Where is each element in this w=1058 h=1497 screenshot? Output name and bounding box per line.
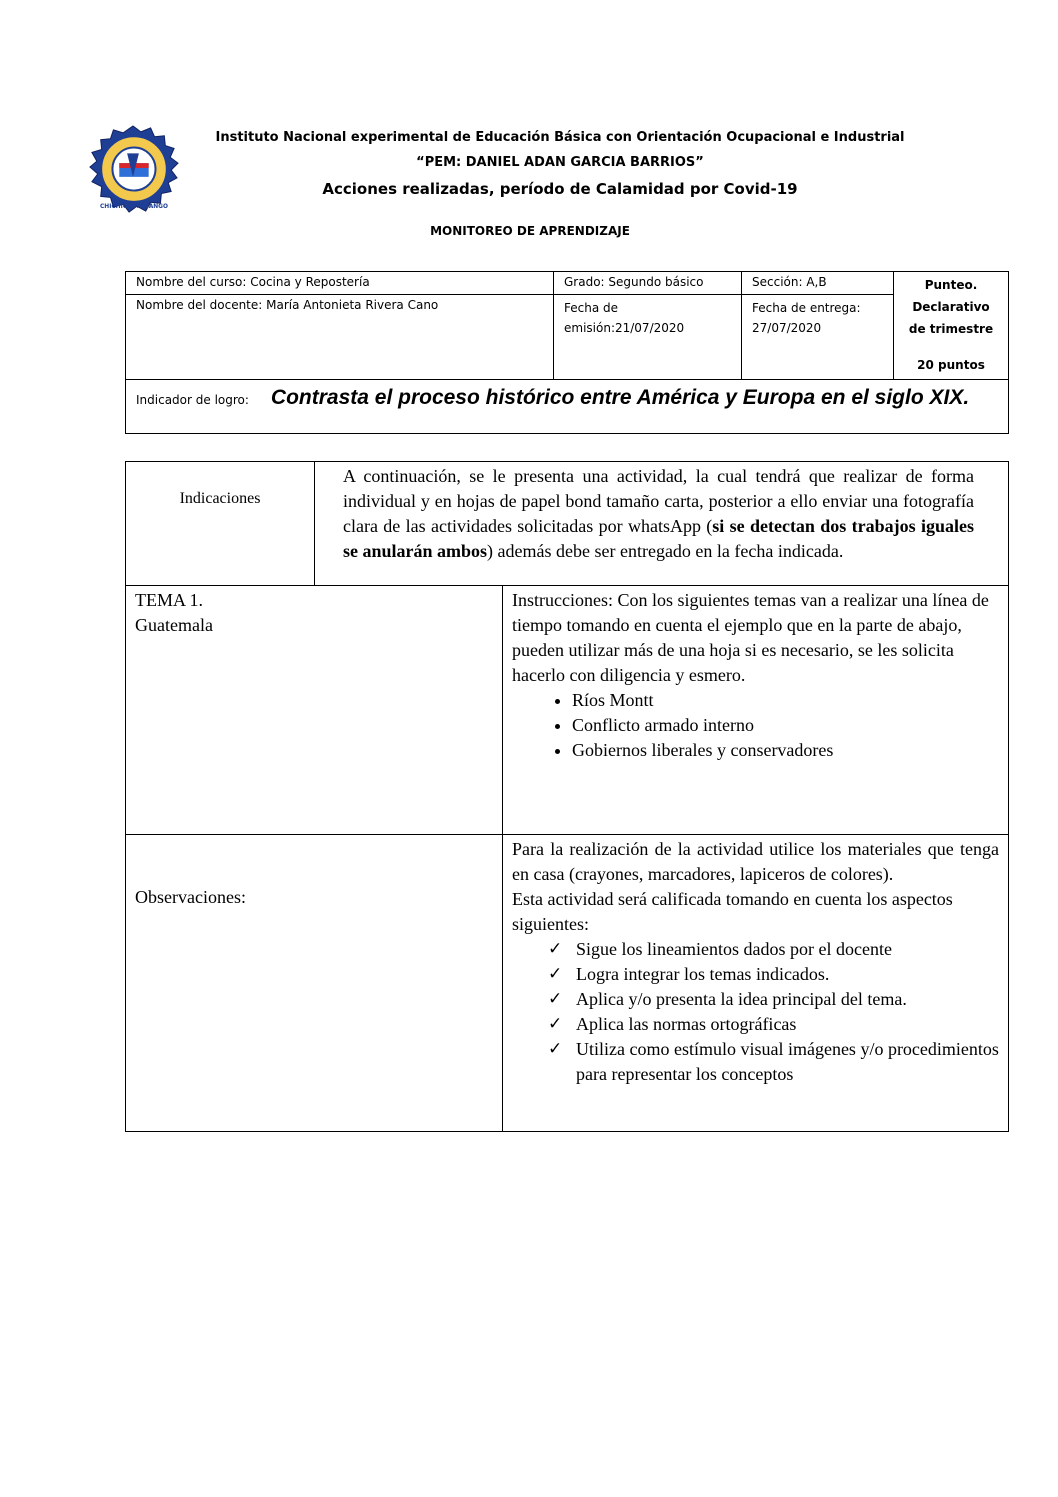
instructions-warning: si se detectan dos trabajos iguales se anularán ambos <box>343 516 974 561</box>
list-item: ✓ Utiliza como estímulo visual imágenes y/o procedimientos para representar los conceptos <box>548 1039 999 1084</box>
list-item: ✓ Aplica las normas ortográficas <box>548 1012 999 1037</box>
topic-title: TEMA 1. <box>135 590 204 610</box>
indicator-text: Contrasta el proceso histórico entre América y Europa en el siglo XIX. <box>270 386 970 409</box>
observations-label-cell <box>126 835 503 1132</box>
topic-list <box>512 688 999 763</box>
indicator-label: Indicador de logro: <box>136 393 249 407</box>
trimestre-label: de trimestre <box>908 322 994 336</box>
issue-date-value: emisión:21/07/2020 <box>564 320 685 335</box>
list-item: ✓ Logra integrar los temas indicados. <box>548 962 999 987</box>
issue-date-label: Fecha de <box>564 300 618 315</box>
criteria-list <box>512 937 999 1087</box>
check-icon: ✓ <box>548 939 563 959</box>
course-info-table <box>125 271 1009 434</box>
check-icon: ✓ <box>548 1014 563 1034</box>
document-subtitle: Acciones realizadas, período de Calamidad por Covid-19 <box>322 180 798 198</box>
due-date-cell <box>742 294 894 379</box>
declarativo-label: Declarativo <box>912 300 990 314</box>
instructions-text <box>315 462 1009 586</box>
teacher-name: Nombre del docente: María Antonieta Rivera Cano <box>126 294 554 379</box>
points-value: 20 puntos <box>917 358 985 372</box>
topic-subject: Guatemala <box>135 615 213 635</box>
topic-instructions: Instrucciones: Con los siguientes temas van a realizar una línea de tiempo tomando en cuenta el ejemplo que en la parte de abajo, pueden utilizar más de una hoja si es necesario, se les solicita hacerlo con diligencia y esmero. <box>512 590 989 685</box>
observations-label: Observaciones: <box>135 887 246 907</box>
institution-name: Instituto Nacional experimental de Educación Básica con Orientación Ocupacional e Industrial <box>215 130 905 145</box>
check-icon: ✓ <box>548 964 563 984</box>
section: Sección: A,B <box>742 272 894 295</box>
due-date-value: 27/07/2020 <box>752 320 822 335</box>
activity-table <box>125 461 1009 1132</box>
observations-criteria-intro: Esta actividad será calificada tomando en cuenta los aspectos siguientes: <box>512 889 953 934</box>
check-icon: ✓ <box>548 989 563 1009</box>
school-name: “PEM: DANIEL ADAN GARCIA BARRIOS” <box>416 155 704 170</box>
achievement-indicator <box>126 380 1009 434</box>
topic-cell <box>126 586 503 835</box>
observations-materials: Para la realización de la actividad utilice los materiales que tenga en casa (crayones, marcadores, lapiceros de colores). <box>512 839 999 884</box>
list-item: ✓ Aplica y/o presenta la idea principal del tema. <box>548 987 999 1012</box>
topic-instructions-cell <box>503 586 1009 835</box>
due-date-label: Fecha de entrega: <box>752 300 861 315</box>
list-item: • Ríos Montt <box>572 688 999 713</box>
list-item: ✓ Sigue los lineamientos dados por el docente <box>548 937 999 962</box>
course-name: Nombre del curso: Cocina y Repostería <box>126 272 554 295</box>
score-label: Punteo. <box>924 278 978 292</box>
grade: Grado: Segundo básico <box>554 272 742 295</box>
instructions-text-c: ) además debe ser entregado en la fecha indicada. <box>487 541 844 561</box>
instructions-text-a: A continuación, se le presenta una actividad, la cual tendrá que realizar de forma individual y en hojas de papel bond tamaño carta, posterior a ello enviar una fotografía clara de las actividades solicitadas por whatsApp ( <box>343 466 974 536</box>
score-cell <box>894 272 1009 380</box>
document-title: MONITOREO DE APRENDIZAJE <box>430 224 630 238</box>
check-icon: ✓ <box>548 1039 563 1059</box>
instructions-label: Indicaciones <box>126 462 315 586</box>
list-item: • Gobiernos liberales y conservadores <box>572 738 999 763</box>
logo-text: CHICHICASTENANGO <box>99 204 168 211</box>
issue-date-cell <box>554 294 742 379</box>
observations-cell <box>503 835 1009 1132</box>
list-item: • Conflicto armado interno <box>572 713 999 738</box>
